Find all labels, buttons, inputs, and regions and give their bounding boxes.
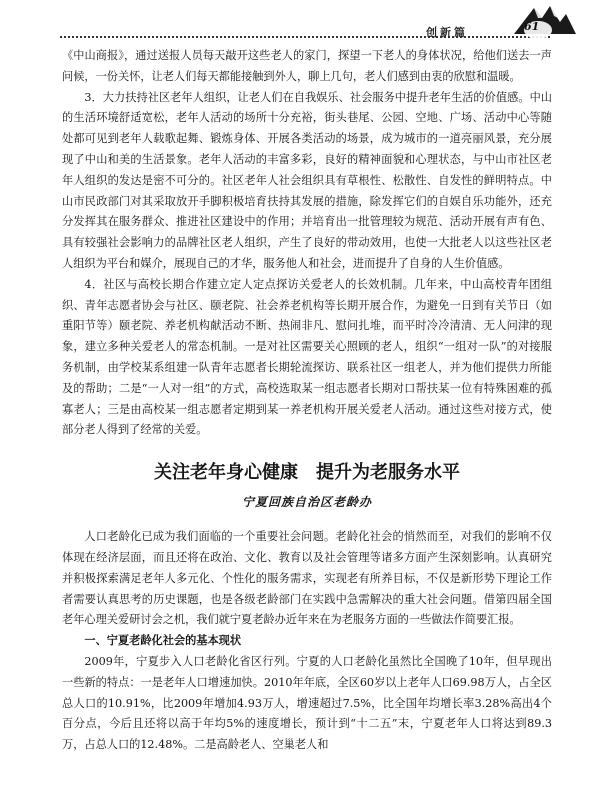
paragraph: 4．社区与高校长期合作建立定人定点探访关爱老人的长效机制。几年来，中山高校青年团组织、青年志愿者协会与社区、颐老院、社会养老机构等长期开展合作，为避免一日到有关节日（如重阳节等）颐老院、养老机构献活动不断、热闹非凡、慰问扎堆，而平时冷冷清清、无人问津的现象，建立多种关爱老人的常态机制。一是对社区需要关心照顾的老人，组织“一组对一队”的对接服务机制，由学校某系组建一队青年志愿者长期轮流探访、联系社区一组老人，并为他们提供力所能及的帮助；二是“一人对一组”的方式，高校选取某一组志愿者长期对口帮扶某一位有特殊困难的孤寡老人；三是由高校某一组志愿者定期到某一养老机构开展关爱老人活动。通过这些对接方式，使部分老人得到了经常的关爱。 xyxy=(62,277,552,437)
paragraph: 3．大力扶持社区老年人组织，让老人们在自我娱乐、社会服务中提升老年生活的价值感。中山的生活环境舒适宽松，老年人活动的场所十分充裕，街头巷尾、公园、空地、广场、活动中心等随处都可见到老年人载歌起舞、锻炼身体、开展各类活动的场景，成为城市的一道亮丽风景，充分展现了中山和美的生活景象。老年人活动的丰富多彩，良好的精神面貌和心理状态，与中山市社区老年人组织的发达是密不可分的。社区老年人社会组织具有草根性、松散性、自发性的鲜明特点。中山市民政部门对其采取放开手脚积极培育扶持其发展的措施，除发挥它们的自娱自乐功能外，还充分发挥其在服务群众、推进社区建设中的作用；并培育出一批管理较为规范、活动开展有声有色、具有较强社会影响力的品牌社区老人组织，产生了良好的带动效用，也使一大批老人以这些社区老人组织为平台和媒介，展现自己的才华，服务他人和社会，进而提升了自身的人生价值感。 xyxy=(62,90,552,270)
paragraph: 人口老龄化已成为我们面临的一个重要社会问题。老龄化社会的悄然而至，对我们的影响不仅体现在经济层面，而且还将在政治、文化、教育以及社会管理等诸多方面产生深刻影响。认真研究并积极探索满足老年人多元化、个性化的服务需求，实现老有所养目标，不仅是新形势下理论工作者需要认真思考的历史课题，也是各级老龄部门在实践中急需解决的重大社会问题。借第四届全国老年心理关爱研讨会之机，我们就宁夏老龄办近年来在为老服务方面的一些做法作简要汇报。 xyxy=(62,530,552,627)
mountain-logo-icon xyxy=(512,0,578,46)
section-heading: 一、宁夏老龄化社会的基本现状 xyxy=(84,634,242,648)
page-number: 61 xyxy=(524,20,540,33)
article-author: 宁夏回族自治区老龄办 xyxy=(241,495,372,510)
page-header xyxy=(0,0,600,46)
paragraph: 《中山商报》，通过送报人员每天敲开这些老人的家门，探望一下老人的身体状况，给他们送去一声问候，一份关怀，让老人们每天都能接触到外人，聊上几句，老人们感到由衷的欣慰和温暖。 xyxy=(62,49,552,83)
article-title: 关注老年身心健康 提升为老服务水平 xyxy=(154,462,460,484)
paragraph: 2009年，宁夏步入人口老龄化省区行列。宁夏的人口老龄化虽然比全国晚了10年，但早现出一些新的特点：一是老年人口增速加快。2010年年底，全区60岁以上老年人口69.98万人，占全区总人口的10.91%，比2009年增加4.93万人，增速超过7.5%，比全国年均增长率3.28%高出4个百分点，今后且还将以高于年均5%的速度增长，预计到“十二五”末，宁夏老年人口将达到89.3万，占总人口的12.48%。二是高龄老人、空巢老人和 xyxy=(62,654,552,752)
page-content xyxy=(62,46,552,756)
header-rule xyxy=(60,36,550,38)
section-name: 创新篇 xyxy=(426,26,468,39)
